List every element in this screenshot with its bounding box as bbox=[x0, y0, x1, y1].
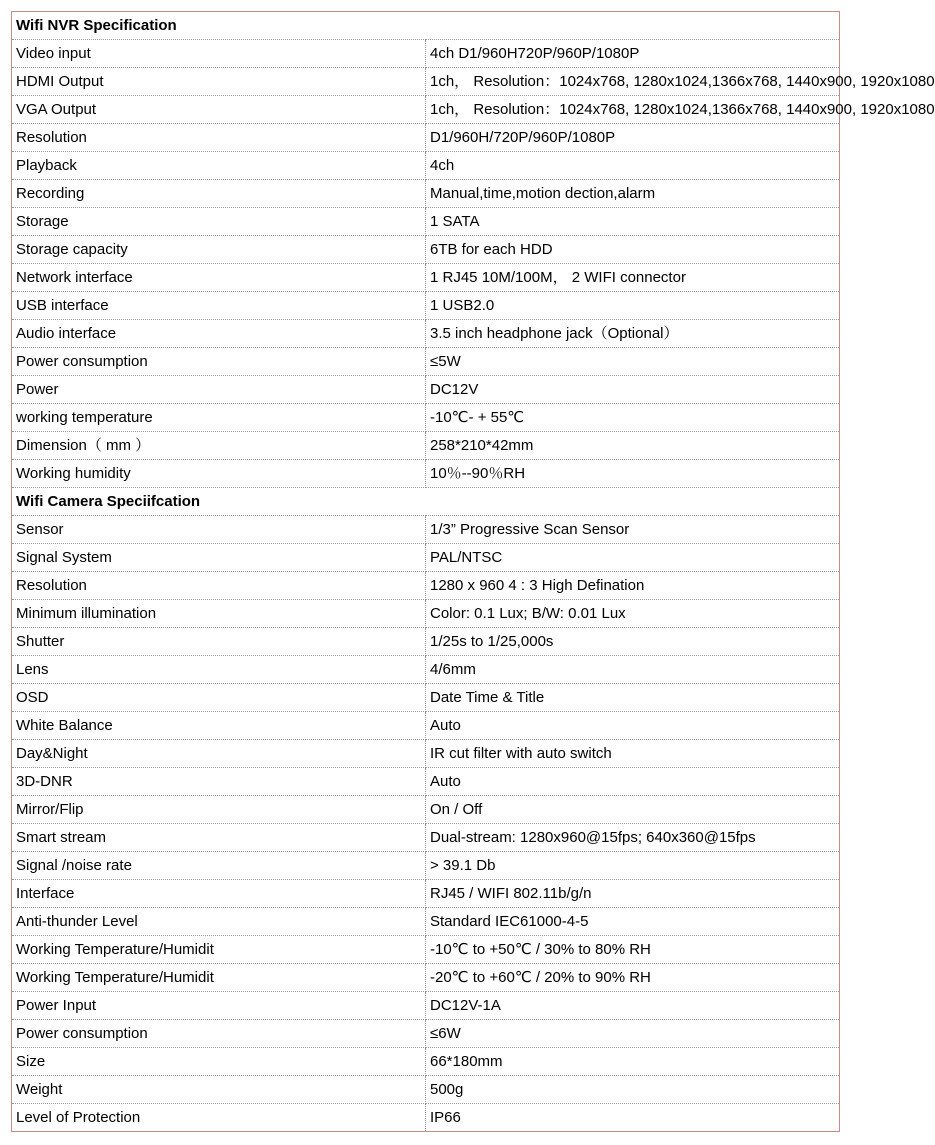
spec-label: White Balance bbox=[12, 712, 426, 740]
spec-label: USB interface bbox=[12, 292, 426, 320]
spec-label: Video input bbox=[12, 40, 426, 68]
spec-label: Sensor bbox=[12, 516, 426, 544]
spec-value: IR cut filter with auto switch bbox=[426, 740, 840, 768]
nvr-spec-row bbox=[12, 320, 840, 348]
nvr-spec-row bbox=[12, 180, 840, 208]
spec-label: VGA Output bbox=[12, 96, 426, 124]
spec-label: Level of Protection bbox=[12, 1104, 426, 1132]
camera-spec-row bbox=[12, 544, 840, 572]
spec-label: Storage capacity bbox=[12, 236, 426, 264]
camera-spec-row bbox=[12, 992, 840, 1020]
spec-value: 1ch， Resolution：1024x768, 1280x1024,1366x768, 1440x900, 1920x1080 bbox=[426, 68, 840, 96]
spec-value: IP66 bbox=[430, 1109, 461, 1126]
nvr-spec-row bbox=[12, 376, 840, 404]
camera-spec-row bbox=[12, 768, 840, 796]
spec-value: 4ch bbox=[426, 152, 840, 180]
camera-spec-row bbox=[12, 1076, 840, 1104]
spec-label: OSD bbox=[12, 684, 426, 712]
spec-value: 6TB for each HDD bbox=[426, 236, 840, 264]
spec-label: Lens bbox=[12, 656, 426, 684]
spec-value: ≤5W bbox=[426, 348, 840, 376]
spec-table-body bbox=[12, 12, 935, 1132]
nvr-spec-row bbox=[12, 124, 840, 152]
spec-value: 500g bbox=[426, 1076, 840, 1104]
spec-value: 4ch D1/960H720P/960P/1080P bbox=[426, 40, 840, 68]
spec-value: 10％--90％RH bbox=[426, 460, 840, 488]
nvr-spec-row bbox=[12, 68, 840, 96]
spec-label: Shutter bbox=[12, 628, 426, 656]
spec-label: Day&Night bbox=[12, 740, 426, 768]
spec-value: Dual-stream: 1280x960@15fps; 640x360@15fps bbox=[426, 824, 840, 852]
spec-value: 1 SATA bbox=[426, 208, 840, 236]
spec-label: Working Temperature/Humidit bbox=[12, 936, 426, 964]
nvr-spec-row bbox=[12, 404, 840, 432]
spec-value: 4/6mm bbox=[426, 656, 840, 684]
spec-label: Audio interface bbox=[12, 320, 426, 348]
spec-value: Color: 0.1 Lux; B/W: 0.01 Lux bbox=[426, 600, 840, 628]
camera-spec-row bbox=[12, 936, 840, 964]
spec-value: 1 USB2.0 bbox=[426, 292, 840, 320]
camera-spec-row bbox=[12, 656, 840, 684]
nvr-section-header bbox=[12, 12, 840, 40]
spec-value: D1/960H/720P/960P/1080P bbox=[426, 124, 840, 152]
spec-value: 1 RJ45 10M/100M， 2 WIFI connector bbox=[426, 264, 840, 292]
spec-label: Mirror/Flip bbox=[12, 796, 426, 824]
camera-spec-row bbox=[12, 1020, 840, 1048]
spec-value: Manual,time,motion dection,alarm bbox=[426, 180, 840, 208]
spec-value: RJ45 / WIFI 802.11b/g/n bbox=[426, 880, 840, 908]
camera-spec-row bbox=[12, 1048, 840, 1076]
spec-label: Minimum illumination bbox=[12, 600, 426, 628]
spec-value: Standard IEC61000-4-5 bbox=[426, 908, 840, 936]
camera-spec-row bbox=[12, 1104, 840, 1132]
camera-spec-row bbox=[12, 852, 840, 880]
spec-label: Working Temperature/Humidit bbox=[12, 964, 426, 992]
spec-label: Playback bbox=[12, 152, 426, 180]
nvr-spec-row bbox=[12, 236, 840, 264]
spec-label: Interface bbox=[12, 880, 426, 908]
camera-spec-row bbox=[12, 740, 840, 768]
spec-value: > 39.1 Db bbox=[426, 852, 840, 880]
nvr-spec-row bbox=[12, 432, 840, 460]
nvr-spec-row bbox=[12, 152, 840, 180]
spec-value: 1/25s to 1/25,000s bbox=[426, 628, 840, 656]
nvr-spec-row bbox=[12, 264, 840, 292]
spec-value: On / Off bbox=[426, 796, 840, 824]
nvr-spec-row bbox=[12, 40, 840, 68]
spec-value: -20℃ to +60℃ / 20% to 90% RH bbox=[426, 964, 840, 992]
camera-spec-row bbox=[12, 880, 840, 908]
spec-label: Network interface bbox=[12, 264, 426, 292]
spec-value: 3.5 inch headphone jack（Optional） bbox=[426, 320, 840, 348]
spec-value: -10℃ to +50℃ / 30% to 80% RH bbox=[426, 936, 840, 964]
spec-label: Power bbox=[12, 376, 426, 404]
spec-label: Resolution bbox=[12, 124, 426, 152]
spec-value: -10℃- + 55℃ bbox=[426, 404, 840, 432]
nvr-spec-row bbox=[12, 292, 840, 320]
camera-spec-row bbox=[12, 572, 840, 600]
camera-spec-row bbox=[12, 600, 840, 628]
nvr-spec-row bbox=[12, 208, 840, 236]
nvr-spec-row bbox=[12, 96, 840, 124]
spec-label: Anti-thunder Level bbox=[12, 908, 426, 936]
spec-label: Signal /noise rate bbox=[12, 852, 426, 880]
spec-value: Date Time & Title bbox=[426, 684, 840, 712]
camera-spec-row bbox=[12, 712, 840, 740]
camera-spec-row bbox=[12, 796, 840, 824]
camera-spec-row bbox=[12, 824, 840, 852]
spec-label: Size bbox=[12, 1048, 426, 1076]
spec-label: Resolution bbox=[12, 572, 426, 600]
spec-label: Power Input bbox=[12, 992, 426, 1020]
camera-spec-row bbox=[12, 628, 840, 656]
camera-section-header bbox=[12, 488, 840, 516]
nvr-spec-row bbox=[12, 460, 840, 488]
spec-value: 66*180mm bbox=[426, 1048, 840, 1076]
camera-spec-row bbox=[12, 516, 840, 544]
spec-value: DC12V-1A bbox=[426, 992, 840, 1020]
spec-label: Working humidity bbox=[12, 460, 426, 488]
spec-label: Power consumption bbox=[12, 1020, 426, 1048]
spec-value: 1280 x 960 4 : 3 High Defination bbox=[426, 572, 840, 600]
nvr-spec-row bbox=[12, 348, 840, 376]
spec-label: Weight bbox=[12, 1076, 426, 1104]
spec-label: Smart stream bbox=[12, 824, 426, 852]
camera-spec-row bbox=[12, 964, 840, 992]
spec-label: working temperature bbox=[12, 404, 426, 432]
spec-label: HDMI Output bbox=[12, 68, 426, 96]
spec-value: Auto bbox=[426, 712, 840, 740]
spec-value: ≤6W bbox=[426, 1020, 840, 1048]
spec-label: Power consumption bbox=[12, 348, 426, 376]
camera-spec-row bbox=[12, 908, 840, 936]
spec-table bbox=[11, 11, 935, 1132]
spec-value: PAL/NTSC bbox=[426, 544, 840, 572]
spec-value: DC12V bbox=[426, 376, 840, 404]
spec-value: 1/3” Progressive Scan Sensor bbox=[426, 516, 840, 544]
spec-label: 3D-DNR bbox=[12, 768, 426, 796]
nvr-section-title: Wifi NVR Specification bbox=[12, 12, 840, 40]
spec-value: 1ch， Resolution：1024x768, 1280x1024,1366x768, 1440x900, 1920x1080 bbox=[426, 96, 840, 124]
spec-label: Signal System bbox=[12, 544, 426, 572]
spec-label: Dimension（ mm ） bbox=[12, 432, 426, 460]
spec-label: Recording bbox=[12, 180, 426, 208]
spec-value: 258*210*42mm bbox=[426, 432, 840, 460]
camera-section-title: Wifi Camera Speciifcation bbox=[12, 488, 840, 516]
spec-label: Storage bbox=[12, 208, 426, 236]
spec-value: Auto bbox=[426, 768, 840, 796]
camera-spec-row bbox=[12, 684, 840, 712]
